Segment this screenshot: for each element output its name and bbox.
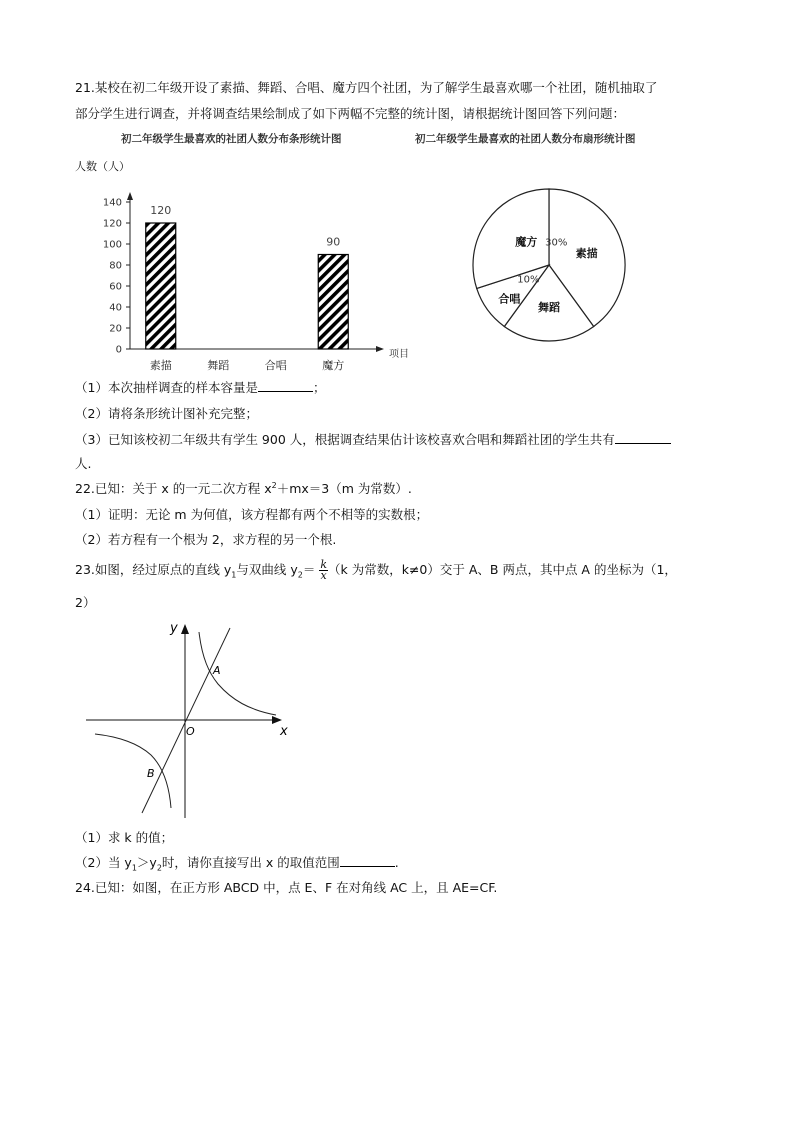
bar-xlabel: 项目: [389, 349, 409, 360]
q23-graph: [84, 618, 299, 823]
graph-x-arrow: [272, 716, 282, 724]
pie-slice-label: 舞蹈: [538, 300, 560, 314]
graph-hyperbola-branch-2: [95, 734, 171, 808]
q23-stem-c: ＝: [302, 562, 316, 577]
bar-category-label: 素描: [149, 359, 172, 372]
graph-hyperbola-branch-1: [199, 632, 276, 715]
bar-y-tick-label: 40: [109, 302, 122, 314]
q21-sub1-blank[interactable]: [258, 379, 313, 392]
q23-stem-a: 23.如图，经过原点的直线 y: [75, 562, 232, 577]
pie-slice-label: 合唱: [498, 292, 521, 306]
q21-sub1-text: （1）本次抽样调查的样本容量是: [75, 380, 258, 395]
bar-y-tick-label: 20: [109, 323, 122, 335]
bar-value-label: 90: [326, 235, 341, 249]
fraction-numerator: k: [320, 558, 327, 571]
q21-sub1-end: ；: [312, 380, 326, 395]
q21-sub3-text: （3）已知该校初二年级共有学生 900 人，根据调查结果估计该校喜欢合唱和舞蹈社团的学生共有: [75, 432, 615, 447]
q23-sub2-d: .: [394, 855, 399, 870]
q22-exponent: 2: [271, 480, 277, 490]
bar-y-tick-label: 80: [109, 260, 122, 272]
bar: [146, 223, 176, 349]
bar-ylabel: 人数（人）: [75, 160, 130, 173]
pie-slice-percent: 30%: [545, 237, 568, 249]
graph-y-arrow: [181, 624, 189, 634]
q22-sub2: （2）若方程有一个根为 2，求方程的另一个根.: [75, 532, 337, 547]
graph-point-b-label: B: [147, 767, 155, 780]
bar: [318, 255, 348, 350]
q22-stem-b: ＋mx＝3（m 为常数）.: [276, 481, 412, 496]
pie-slice-label: 魔方: [515, 235, 538, 249]
bar-y-tick-label: 120: [102, 218, 122, 230]
bar-y-axis-arrow: [127, 192, 133, 200]
q23-stem-d: （k 为常数，k≠0）交于 A、B 两点，其中点 A 的坐标为（1，: [328, 562, 677, 577]
bar-x-axis-arrow: [376, 346, 384, 352]
graph-point-a-label: A: [213, 664, 221, 677]
q21-sub3: [75, 430, 671, 448]
q23-fraction: [319, 560, 328, 581]
bar-category-label: 舞蹈: [207, 359, 230, 372]
bar-chart-title: 初二年级学生最喜欢的社团人数分布条形统计图: [121, 133, 342, 145]
q23-sub-2: 2: [297, 570, 303, 580]
q23-stem-b: 与双曲线 y: [236, 562, 298, 577]
bar-chart: [90, 180, 430, 375]
q23-sub2-s2: 2: [156, 863, 162, 873]
bar-category-label: 魔方: [322, 359, 345, 372]
q23-sub2-b: ＞y: [136, 855, 157, 870]
graph-origin-label: O: [186, 725, 195, 738]
q24-stem: 24.已知：如图，在正方形 ABCD 中，点 E、F 在对角线 AC 上，且 AE=CF.: [75, 880, 498, 895]
bar-y-tick-label: 60: [109, 281, 122, 293]
q22-stem-a: 22.已知：关于 x 的一元二次方程 x: [75, 481, 272, 496]
q23-sub2-blank[interactable]: [340, 854, 395, 867]
q23-sub2: [75, 853, 399, 873]
q23-stem-cont: 2）: [75, 595, 96, 610]
q22-stem: [75, 479, 412, 497]
fraction-denominator: x: [320, 569, 327, 582]
q23-stem: [75, 558, 677, 588]
q21-sub2: （2）请将条形统计图补充完整；: [75, 406, 258, 421]
q21-sub1: [75, 378, 325, 396]
pie-chart-title: 初二年级学生最喜欢的社团人数分布扇形统计图: [415, 133, 636, 145]
bar-value-label: 120: [150, 204, 172, 217]
bar-y-tick-label: 140: [102, 197, 122, 209]
q21-line2: 部分学生进行调查，并将调查结果绘制成了如下两幅不完整的统计图，请根据统计图回答下列问题：: [75, 106, 626, 121]
graph-y-label: y: [170, 621, 178, 636]
q23-sub2-s1: 1: [131, 863, 137, 873]
q21-sub3-end: 人.: [75, 456, 92, 471]
q23-sub2-c: 时，请你直接写出 x 的取值范围: [161, 855, 340, 870]
pie-slice-percent: 10%: [517, 274, 540, 286]
bar-y-tick-label: 0: [115, 344, 122, 356]
pie-slice-label: 素描: [575, 246, 598, 260]
q21-line1: 21.某校在初二年级开设了素描、舞蹈、合唱、魔方四个社团，为了解学生最喜欢哪一个社团，随机抽取了: [75, 80, 658, 95]
bar-category-label: 合唱: [264, 359, 287, 372]
q21-sub3-blank[interactable]: [615, 431, 671, 444]
pie-chart: [470, 182, 630, 342]
q22-sub1: （1）证明：无论 m 为何值，该方程都有两个不相等的实数根；: [75, 507, 429, 522]
graph-x-label: x: [280, 724, 288, 739]
q23-sub1: （1）求 k 的值；: [75, 830, 174, 845]
q23-sub-1: 1: [231, 570, 237, 580]
bar-y-tick-label: 100: [102, 239, 122, 251]
q23-sub2-a: （2）当 y: [75, 855, 132, 870]
